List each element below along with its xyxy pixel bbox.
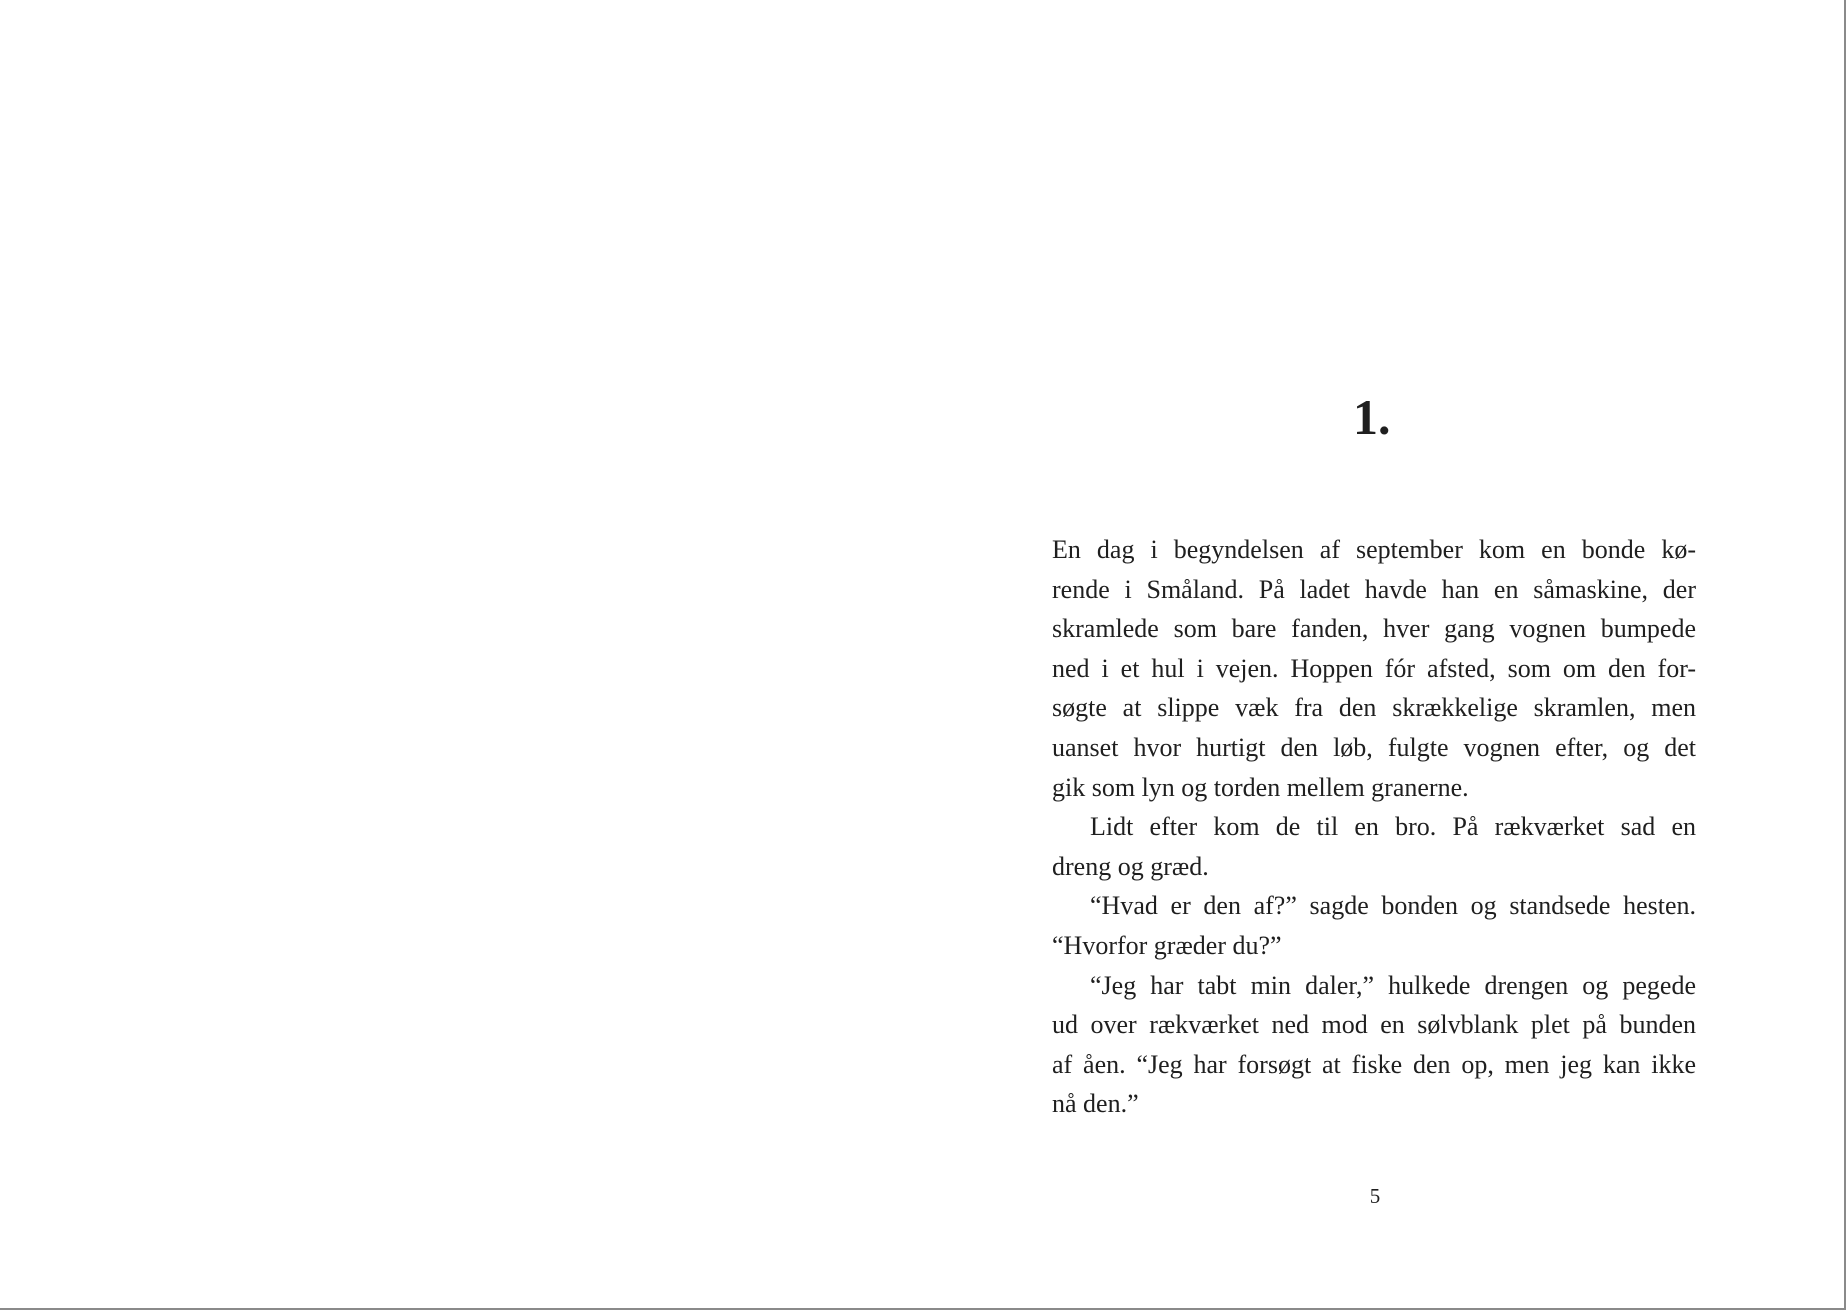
chapter-number: 1. [1353, 389, 1391, 445]
text-line: nå den.” [1052, 1089, 1139, 1119]
text-line: “Hvorfor græder du?” [1052, 930, 1282, 960]
text-line: rende i Småland. På ladet havde han en såmaskine, der [1052, 574, 1696, 604]
body-text [1052, 530, 1696, 1124]
text-line: “Hvad er den af?” sagde bonden og standsede hesten. [1090, 891, 1696, 921]
text-line: Lidt efter kom de til en bro. På rækværket sad en [1090, 812, 1696, 842]
text-line: ud over rækværket ned mod en sølvblank plet på bunden [1052, 1010, 1696, 1040]
text-line: af åen. “Jeg har forsøgt at fiske den op, men jeg kan ikke [1052, 1049, 1696, 1079]
text-line: uanset hvor hurtigt den løb, fulgte vognen efter, og det [1052, 732, 1696, 762]
text-line: søgte at slippe væk fra den skrækkelige skramlen, men [1052, 693, 1696, 723]
text-line: skramlede som bare fanden, hver gang vognen bumpede [1052, 614, 1696, 644]
left-page-blank [0, 0, 923, 1308]
text-line: gik som lyn og torden mellem granerne. [1052, 772, 1469, 802]
text-line: ned i et hul i vejen. Hoppen fór afsted, som om den for- [1052, 653, 1696, 683]
text-line: En dag i begyndelsen af september kom en bonde kø- [1052, 535, 1696, 564]
text-line: dreng og græd. [1052, 851, 1209, 881]
page-number: 5 [1369, 1184, 1381, 1208]
text-line: “Jeg har tabt min daler,” hulkede drengen og pegede [1090, 970, 1696, 1000]
